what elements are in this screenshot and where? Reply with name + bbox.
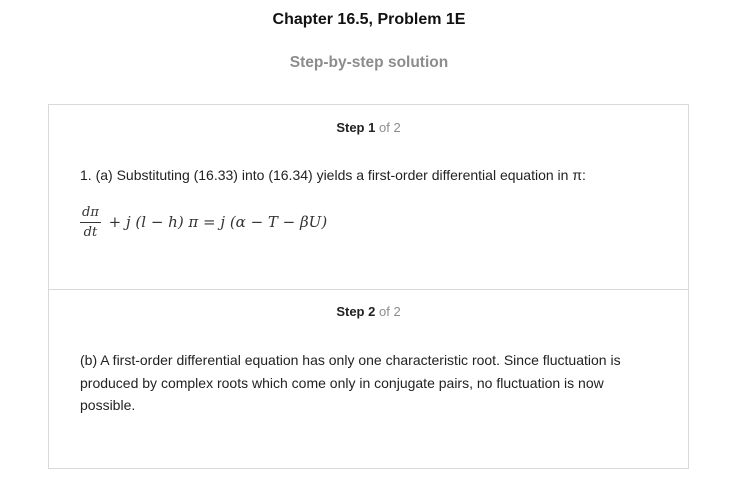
step-2-of-total: of 2 <box>378 304 401 319</box>
step-1-label: Step <box>336 120 365 135</box>
step-1-heading <box>49 120 688 135</box>
fraction-denominator: dt <box>83 224 98 240</box>
step-1-of-total: of 2 <box>378 120 401 135</box>
step-2-text[interactable]: (b) A first-order differential equation has only one characteristic root. Since fluctuation is produced by complex roots which come only in conjugate pairs, no fluctuation is now possible. <box>80 352 621 413</box>
step-2-section <box>49 290 688 468</box>
step-2-heading <box>49 304 688 319</box>
step-2-label: Step <box>336 304 365 319</box>
solution-subtitle: Step-by-step solution <box>289 54 449 71</box>
fraction-numerator: dπ <box>80 205 101 223</box>
step-1-equation <box>80 202 327 242</box>
equation-fraction <box>80 205 101 240</box>
equation-rest: + j (l − h) π = j (α − T − βU) <box>103 213 328 231</box>
solution-panel <box>48 104 689 469</box>
page-title: Chapter 16.5, Problem 1E <box>272 11 466 28</box>
step-1-section <box>49 105 688 290</box>
step-2-number: 2 <box>368 304 376 319</box>
step-1-text[interactable]: 1. (a) Substituting (16.33) into (16.34) yields a first-order differential equation in π: <box>80 167 586 183</box>
step-1-number: 1 <box>368 120 376 135</box>
